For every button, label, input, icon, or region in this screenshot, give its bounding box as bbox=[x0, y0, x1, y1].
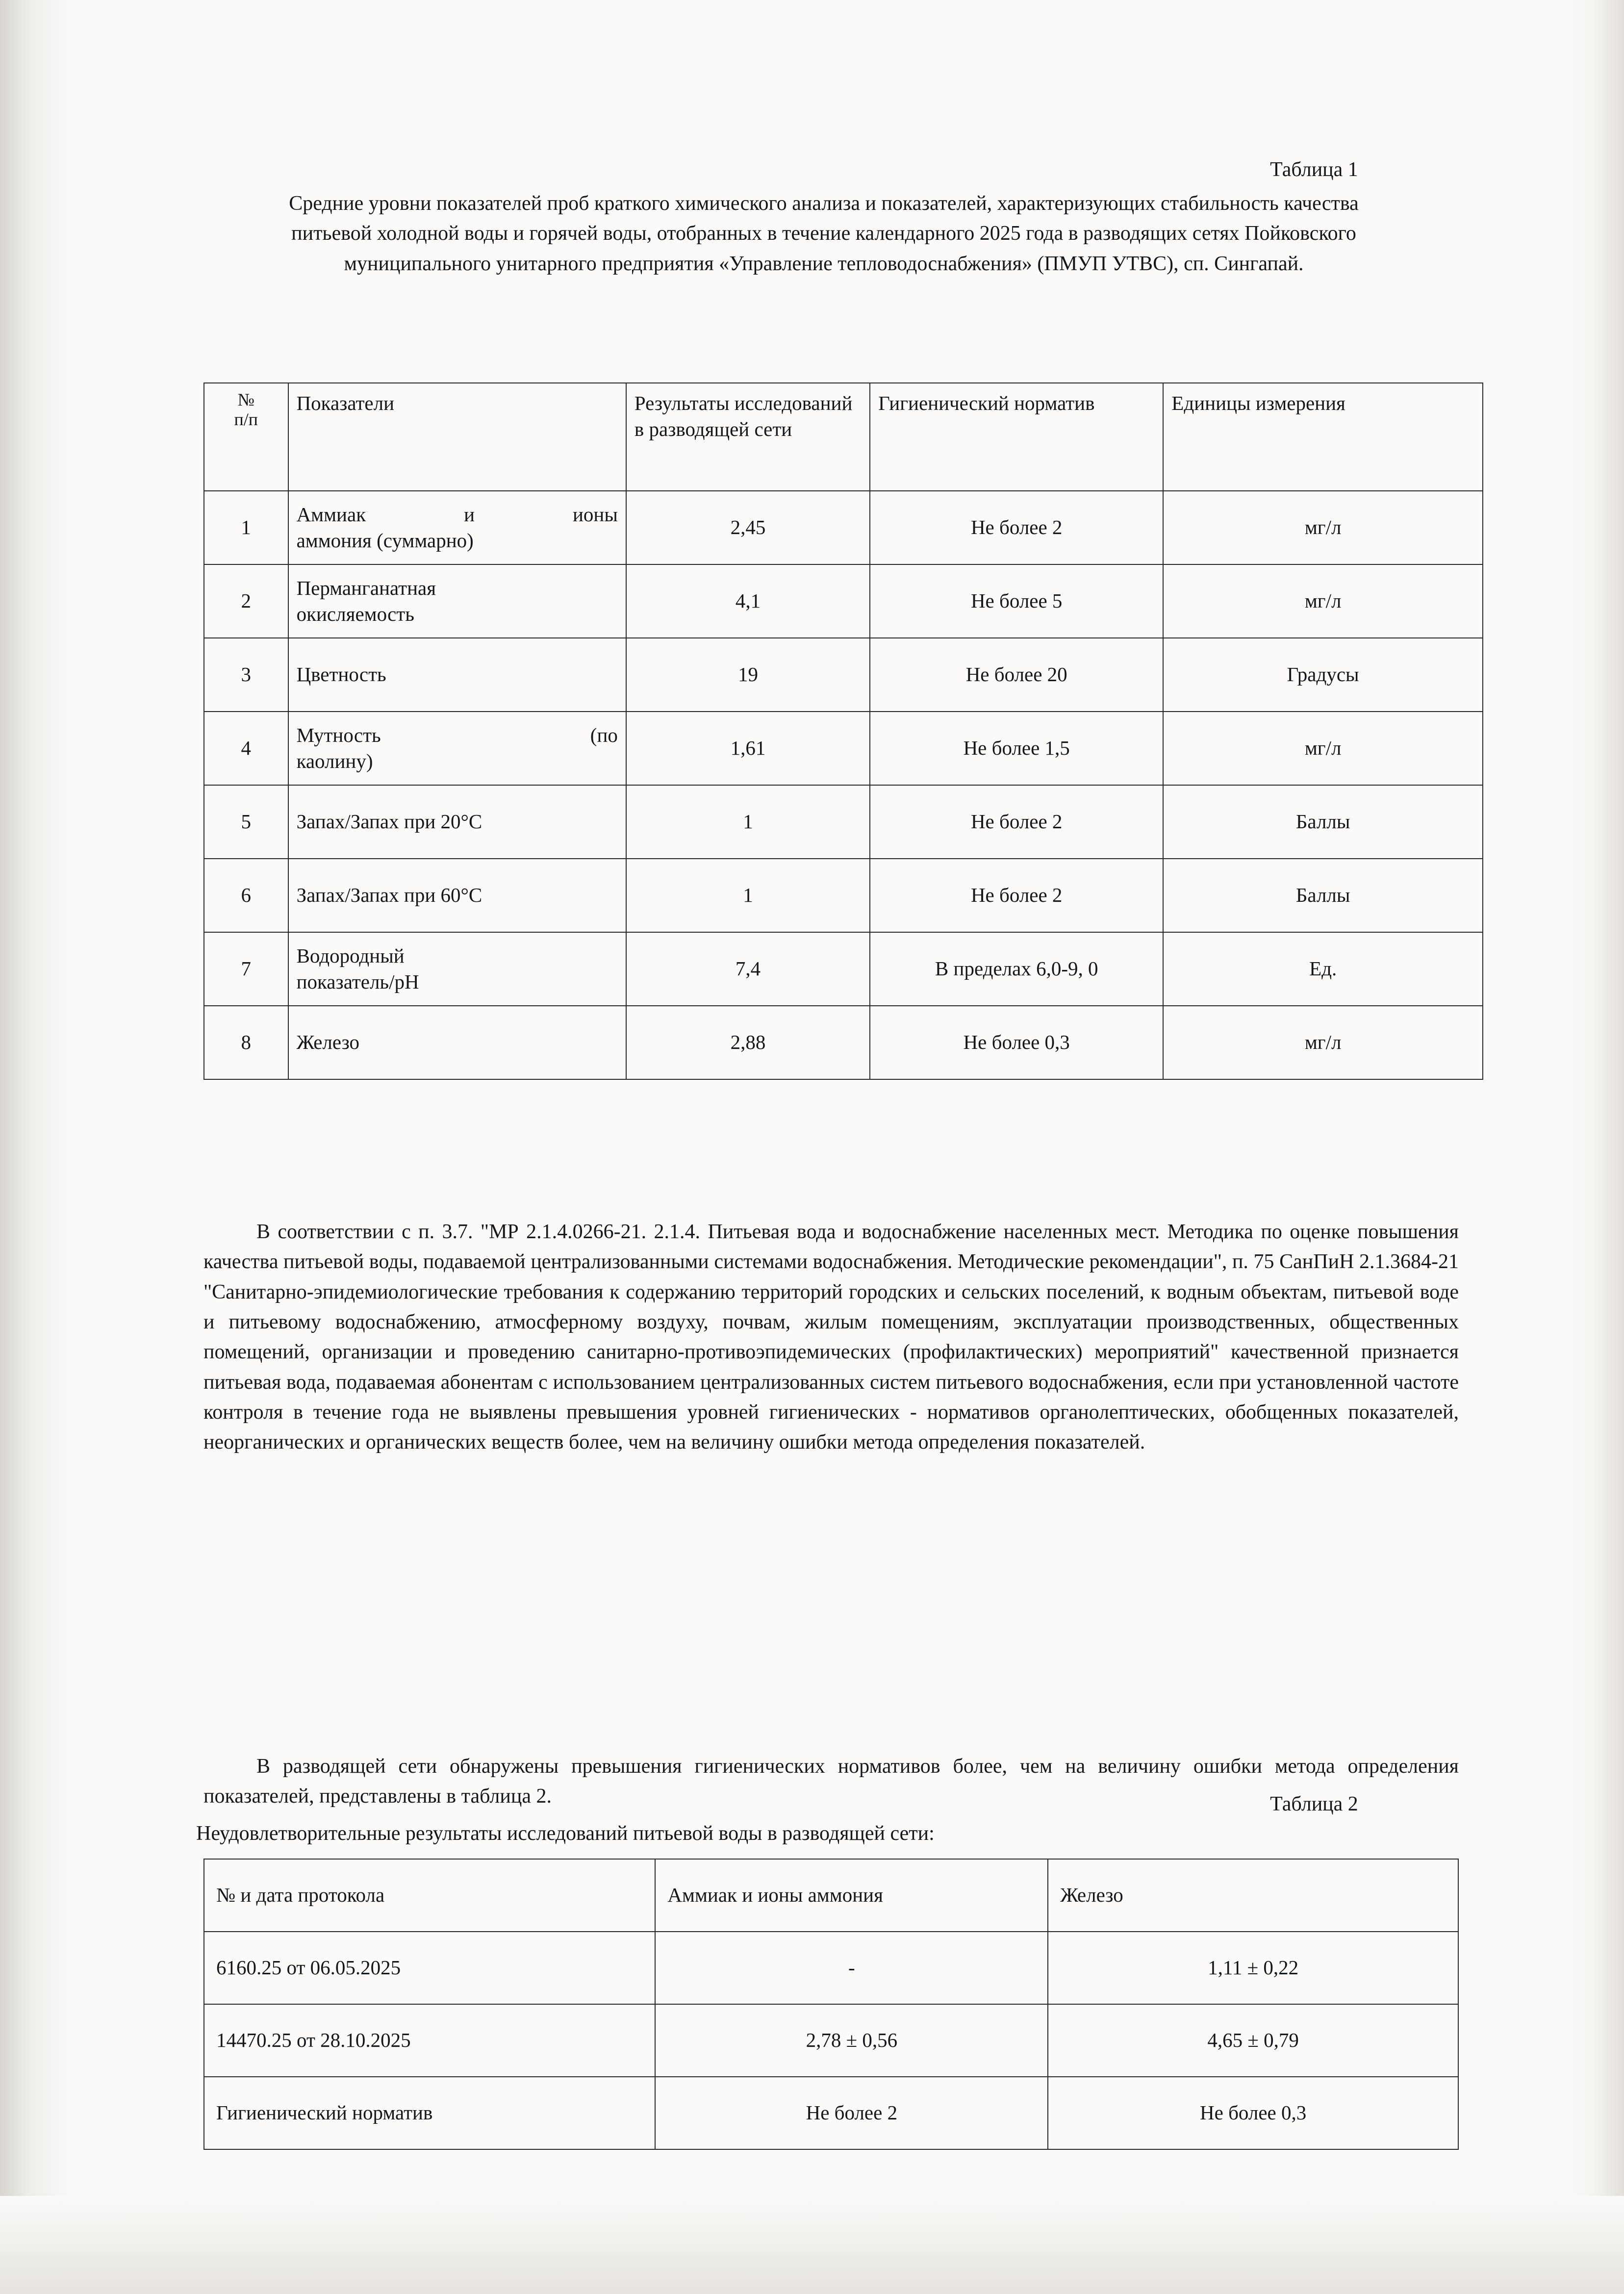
row-number: 1 bbox=[204, 491, 288, 564]
row-indicator-part2: и bbox=[464, 503, 475, 526]
row-norm: Не более 2 bbox=[870, 859, 1163, 932]
table-row bbox=[204, 932, 1483, 1006]
table1-header-indicator: Показатели bbox=[288, 383, 626, 491]
row-ammonia: - bbox=[655, 1932, 1048, 2004]
table1-label: Таблица 1 bbox=[1270, 158, 1358, 181]
table-row bbox=[204, 2004, 1458, 2077]
row-protocol: Гигиенический норматив bbox=[204, 2077, 655, 2149]
row-protocol: 14470.25 от 28.10.2025 bbox=[204, 2004, 655, 2077]
row-norm: Не более 0,3 bbox=[870, 1006, 1163, 1079]
table1-header-row bbox=[204, 383, 1483, 491]
table2-subtitle: Неудовлетворительные результаты исследований питьевой воды в разводящей сети: bbox=[196, 1822, 935, 1845]
row-number: 7 bbox=[204, 932, 288, 1006]
table1-header-number-line1: № bbox=[237, 390, 254, 409]
table2-container bbox=[203, 1859, 1459, 2150]
row-norm: Не более 5 bbox=[870, 564, 1163, 638]
row-result: 1 bbox=[626, 785, 870, 859]
row-norm: Не более 2 bbox=[870, 785, 1163, 859]
table1-header-units: Единицы измерения bbox=[1163, 383, 1483, 491]
row-iron: Не более 0,3 bbox=[1048, 2077, 1458, 2149]
table2-label: Таблица 2 bbox=[1270, 1793, 1358, 1815]
row-units: Баллы bbox=[1163, 859, 1483, 932]
page-title: Средние уровни показателей проб краткого химического анализа и показателей, характеризующих стабильность качества питьевой холодной воды и горячей воды, отобранных в течение календарного 2025 года в разводящих сетях Пойковского муниципального унитарного предприятия «Управление тепловодоснабжения» (ПМУП УТВС), сп. Сингапай. bbox=[289, 192, 1359, 275]
row-norm: Не более 1,5 bbox=[870, 712, 1163, 785]
row-number: 4 bbox=[204, 712, 288, 785]
row-indicator-part3: ионы bbox=[572, 503, 618, 526]
row-number: 2 bbox=[204, 564, 288, 638]
row-units: мг/л bbox=[1163, 491, 1483, 564]
row-indicator-line1 bbox=[297, 502, 618, 528]
row-indicator-line2: аммония (суммарно) bbox=[296, 529, 474, 552]
table-row bbox=[204, 712, 1483, 785]
indicators-table bbox=[203, 382, 1483, 1080]
row-protocol: 6160.25 от 06.05.2025 bbox=[204, 1932, 655, 2004]
row-indicator: Запах/Запах при 20°С bbox=[288, 785, 626, 859]
row-indicator-part1: Мутность bbox=[296, 723, 381, 746]
row-norm: Не более 2 bbox=[870, 491, 1163, 564]
table-row bbox=[204, 564, 1483, 638]
row-indicator bbox=[288, 712, 626, 785]
table1-container bbox=[203, 382, 1483, 1080]
row-ammonia: 2,78 ± 0,56 bbox=[655, 2004, 1048, 2077]
table2-header-iron: Железо bbox=[1048, 1859, 1458, 1932]
unsatisfactory-results-table bbox=[203, 1859, 1459, 2150]
row-units: Баллы bbox=[1163, 785, 1483, 859]
table-row bbox=[204, 491, 1483, 564]
row-ammonia: Не более 2 bbox=[655, 2077, 1048, 2149]
row-units: мг/л bbox=[1163, 712, 1483, 785]
table2-header-protocol: № и дата протокола bbox=[204, 1859, 655, 1932]
row-number: 6 bbox=[204, 859, 288, 932]
row-result: 2,45 bbox=[626, 491, 870, 564]
row-number: 8 bbox=[204, 1006, 288, 1079]
row-result: 4,1 bbox=[626, 564, 870, 638]
row-indicator-line1: Водородный bbox=[296, 944, 405, 967]
row-units: мг/л bbox=[1163, 564, 1483, 638]
row-result: 2,88 bbox=[626, 1006, 870, 1079]
row-indicator-line1 bbox=[297, 722, 618, 748]
row-indicator: Запах/Запах при 60°С bbox=[288, 859, 626, 932]
row-indicator-line2: показатель/рН bbox=[296, 970, 419, 993]
row-result: 1,61 bbox=[626, 712, 870, 785]
row-units: Градусы bbox=[1163, 638, 1483, 712]
table1-header-number-line2: п/п bbox=[234, 409, 258, 429]
row-indicator-line2: каолину) bbox=[296, 750, 373, 772]
table-row bbox=[204, 859, 1483, 932]
row-norm: В пределах 6,0-9, 0 bbox=[870, 932, 1163, 1006]
table2-body bbox=[204, 1932, 1458, 2149]
table-row bbox=[204, 1006, 1483, 1079]
row-units: Ед. bbox=[1163, 932, 1483, 1006]
row-indicator-part1: Аммиак bbox=[296, 503, 366, 526]
row-units: мг/л bbox=[1163, 1006, 1483, 1079]
row-indicator-line1: Перманганатная bbox=[296, 576, 436, 599]
paragraph-regulatory-basis: В соответствии с п. 3.7. "МР 2.1.4.0266-21. 2.1.4. Питьевая вода и водоснабжение населенных мест. Методика по оценке повышения качества питьевой воды, подаваемой централизованными системами водоснабжения. Методические рекомендации", п. 75 СанПиН 2.1.3684-21 "Санитарно-эпидемиологические требования к содержанию территорий городских и сельских поселений, к водным объектам, питьевой воде и питьевому водоснабжению, атмосферному воздуху, почвам, жилым помещениям, эксплуатации производственных, общественных помещений, организации и проведению санитарно-противоэпидемических (профилактических) мероприятий" качественной признается питьевая вода, подаваемая абонентам с использованием централизованных систем питьевого водоснабжения, если при установленной частоте контроля в течение года не выявлены превышения уровней гигиенических - нормативов органолептических, обобщенных показателей, неорганических и органических веществ более, чем на величину ошибки метода определения показателей. bbox=[203, 1221, 1459, 1454]
row-indicator bbox=[288, 564, 626, 638]
table1-header-number bbox=[204, 383, 288, 491]
table-row bbox=[204, 1932, 1458, 2004]
table1-body bbox=[204, 491, 1483, 1079]
row-number: 3 bbox=[204, 638, 288, 712]
row-result: 19 bbox=[626, 638, 870, 712]
table-row bbox=[204, 2077, 1458, 2149]
row-result: 1 bbox=[626, 859, 870, 932]
row-indicator: Цветность bbox=[288, 638, 626, 712]
table2-header-row bbox=[204, 1859, 1458, 1932]
table2-header-ammonia: Аммиак и ионы аммония bbox=[655, 1859, 1048, 1932]
table1-header-norm: Гигиенический норматив bbox=[870, 383, 1163, 491]
row-number: 5 bbox=[204, 785, 288, 859]
row-indicator: Железо bbox=[288, 1006, 626, 1079]
table-row bbox=[204, 785, 1483, 859]
table-row bbox=[204, 638, 1483, 712]
row-indicator bbox=[288, 932, 626, 1006]
paragraph-exceedances: В разводящей сети обнаружены превышения гигиенических нормативов более, чем на величину ошибки метода определения показателей, представлены в таблица 2. bbox=[203, 1755, 1459, 1808]
row-result: 7,4 bbox=[626, 932, 870, 1006]
row-iron: 4,65 ± 0,79 bbox=[1048, 2004, 1458, 2077]
table1-header-result: Результаты исследований в разводящей сети bbox=[626, 383, 870, 491]
row-iron: 1,11 ± 0,22 bbox=[1048, 1932, 1458, 2004]
row-norm: Не более 20 bbox=[870, 638, 1163, 712]
row-indicator-line2: окисляемость bbox=[296, 603, 414, 625]
row-indicator-part2: (по bbox=[590, 723, 618, 746]
row-indicator bbox=[288, 491, 626, 564]
